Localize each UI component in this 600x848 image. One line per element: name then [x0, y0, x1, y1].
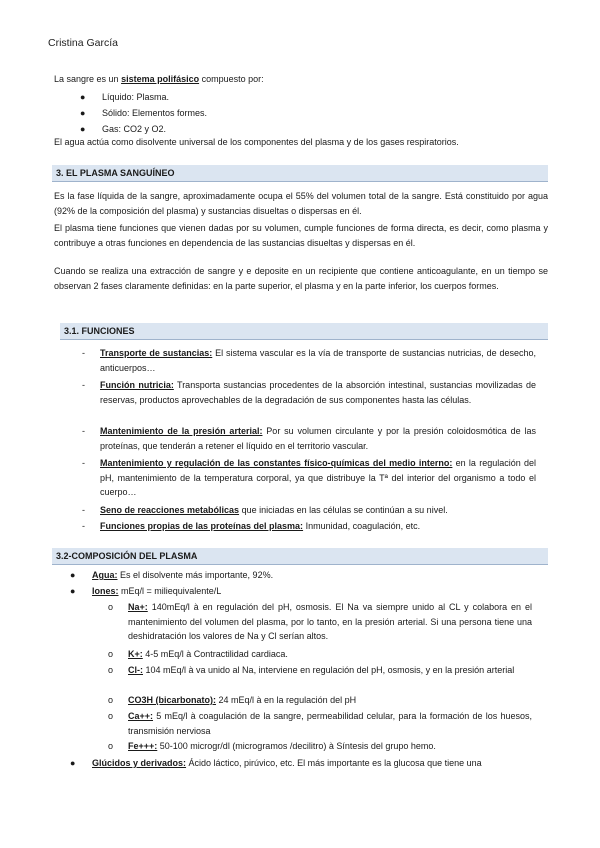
circle-bullet-icon: o [108, 649, 114, 659]
subsection-heading: 3.1. FUNCIONES [60, 323, 548, 340]
bullet-icon: ● [70, 570, 76, 580]
list-item: - Seno de reacciones metabólicas que iniciadas en las células se continúan a su nivel. [100, 503, 536, 518]
intro-post: compuesto por: [199, 74, 264, 84]
ion-item: o Ca++: 5 mEq/l à coagulación de la sangre, permeabilidad celular, para la formación de los huesos, transmisión nerviosa [108, 711, 532, 736]
list-item: ● Glúcidos y derivados: Ácido láctico, pirúvico, etc. El más importante es la glucosa que tiene una [92, 756, 548, 771]
list-item: - Función nutricia: Transporta sustancias procedentes de la absorción intestinal, sustancias movilizadas de reservas, productos aprovechables de la degradación de sus componentes hasta las células. [82, 380, 536, 405]
list-item: ● Sólido: Elementos formes. [80, 108, 208, 118]
paragraph: Es la fase líquida de la sangre, aproximadamente ocupa el 55% del volumen total de la sangre. Está constituido por agua (92% de la composición del plasma) y sustancias disueltas o dispersas en él. [54, 191, 548, 216]
list-item: - Funciones propias de las proteínas del plasma: Inmunidad, coagulación, etc. [100, 519, 536, 534]
ion-item: o Fe+++: 50-100 microgr/dl (microgramos /decilitro) à Síntesis del grupo hemo. [128, 739, 532, 754]
list-item: ● Líquido: Plasma. [80, 92, 170, 102]
bullet-icon: ● [70, 586, 76, 596]
bullet-icon: ● [80, 92, 86, 102]
dash-icon: - [82, 380, 85, 390]
paragraph: El plasma tiene funciones que vienen dadas por su volumen, cumple funciones de forma directa, es decir, como plasma y contribuye a otras funciones en dependencia de las sustancias disueltas y dispersas en él. [54, 223, 548, 248]
circle-bullet-icon: o [108, 665, 114, 675]
list-item: - Transporte de sustancias: El sistema vascular es la vía de transporte de sustancias nutricias, de desecho, anticuerpos… [82, 348, 536, 373]
author-name: Cristina García [48, 37, 119, 49]
ion-item: o Na+: 140mEq/l à en regulación del pH, osmosis. El Na va siempre unido al CL y colabora en el mantenimiento del volumen del plasma, por lo tanto, en la presión arterial. Si una persona tiene una deshidratación los valores de Na y Cl serían altos. [108, 602, 532, 641]
dash-icon: - [82, 348, 85, 358]
intro-closing: El agua actúa como disolvente universal de los componentes del plasma y de los gases respiratorios. [54, 137, 459, 147]
list-item: ● Agua: Es el disolvente más importante, 92%. [92, 568, 542, 583]
section-heading: 3. EL PLASMA SANGUÍNEO [52, 165, 548, 182]
list-item: ● Gas: CO2 y O2. [80, 124, 167, 134]
list-item: - Mantenimiento y regulación de las constantes físico-químicas del medio interno: en la regulación del pH, mantenimiento de la temperatura corporal, ya que distribuye la Tª del interior del organismo a todo el cuerpo… [82, 458, 536, 497]
intro-pre: La sangre es un [54, 74, 122, 84]
bullet-icon: ● [70, 758, 76, 768]
list-item: - Mantenimiento de la presión arterial: Por su volumen circulante y por la presión coloidosmótica de las proteínas, que tenderán a retener el líquido en el territorio vascular. [82, 426, 536, 451]
bullet-icon: ● [80, 124, 86, 134]
ion-item: o K+: 4-5 mEq/l à Contractilidad cardiaca. [128, 647, 532, 662]
dash-icon: - [82, 458, 85, 468]
ion-item: o CO3H (bicarbonato): 24 mEq/l à en la regulación del pH [128, 693, 532, 708]
ion-item: o Cl-: 104 mEq/l à va unido al Na, interviene en regulación del pH, osmosis, y en la presión arterial [128, 663, 532, 678]
subsection-heading: 3.2-COMPOSICIÓN DEL PLASMA [52, 548, 548, 565]
intro-line [54, 72, 548, 87]
dash-icon: - [82, 426, 85, 436]
circle-bullet-icon: o [108, 741, 114, 751]
intro-strong: sistema polifásico [121, 74, 200, 84]
circle-bullet-icon: o [108, 602, 114, 612]
dash-icon: - [82, 521, 85, 531]
dash-icon: - [82, 505, 85, 515]
list-item: ● Iones: mEq/l = miliequivalente/L [92, 584, 542, 599]
circle-bullet-icon: o [108, 695, 114, 705]
circle-bullet-icon: o [108, 711, 114, 721]
paragraph: Cuando se realiza una extracción de sangre y e deposite en un recipiente que contiene anticoagulante, en un tiempo se observan 2 fases claramente definidas: en la parte superior, el plasma y en la parte inferior, los cuerpos formes. [54, 266, 548, 291]
bullet-icon: ● [80, 108, 86, 118]
